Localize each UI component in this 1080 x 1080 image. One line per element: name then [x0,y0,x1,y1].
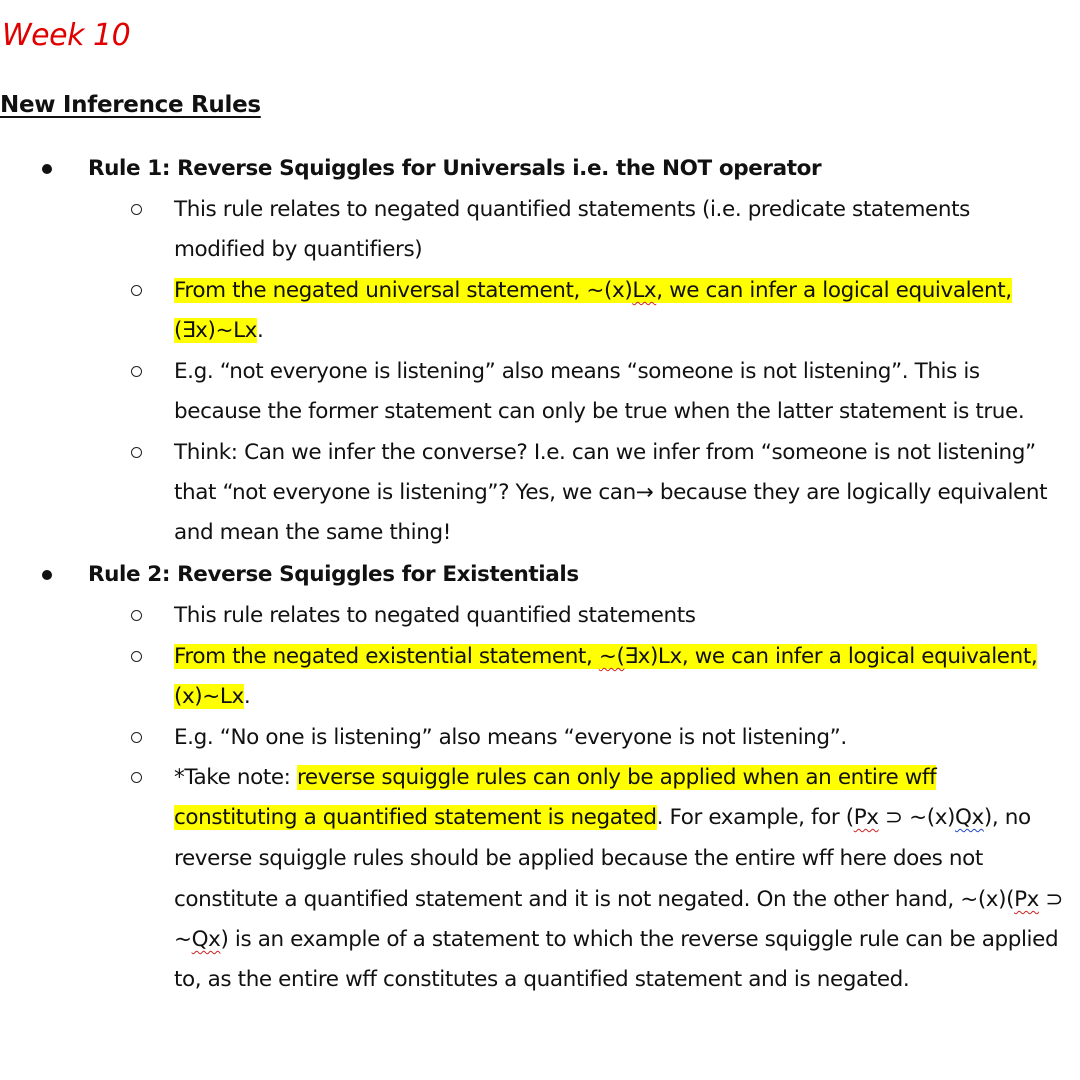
sub-bullet-circle [131,447,142,458]
highlighted-text: From the negated existential statement, ~(∃x)Lx, we can infer a logical equivalent, [174,644,1038,669]
rule-2-title: Rule 2: Reverse Squiggles for Existentials [88,562,579,587]
section-heading: New Inference Rules [0,92,261,118]
spellcheck-underline: Px [853,805,879,830]
text-line: E.g. “not everyone is listening” also means “someone is not listening”. This is [174,359,980,384]
text-line: *Take note: reverse squiggle rules can only be applied when an entire wff [174,765,937,790]
highlighted-text: reverse squiggle rules can only be applied when an entire wff [296,765,937,790]
text-line: constituting a quantified statement is negated. For example, for (Px ⊃ ~(x)Qx), no [174,805,1031,830]
text-line: that “not everyone is listening”? Yes, we can→ because they are logically equivalent [174,480,1048,505]
sub-bullet-circle [131,366,142,377]
sub-bullet-circle [131,285,142,296]
sub-bullet-circle [131,204,142,215]
text-line: ~Qx) is an example of a statement to which the reverse squiggle rule can be applied [174,927,1059,952]
text-line: to, as the entire wff constitutes a quantified statement and is negated. [174,967,910,992]
spellcheck-underline: Px [1014,887,1039,912]
highlighted-text: (∃x)~Lx [174,318,258,343]
spellcheck-underline: ~( [598,644,625,669]
text-line: This rule relates to negated quantified statements [174,603,696,628]
text-line: and mean the same thing! [174,520,451,545]
bullet-dot [42,570,52,580]
highlighted-text: constituting a quantified statement is negated [174,805,657,830]
grammar-underline: Qx [955,805,984,830]
text-line: (x)~Lx. [174,684,251,709]
sub-bullet-circle [131,651,142,662]
text-line: (∃x)~Lx. [174,318,264,343]
text-line: Think: Can we infer the converse? I.e. can we infer from “someone is not listening” [174,440,1036,465]
text-line [174,275,1012,307]
sub-bullet-circle [131,610,142,621]
sub-bullet-circle [131,732,142,743]
text-line: because the former statement can only be true when the latter statement is true. [174,399,1025,424]
highlighted-text: From the negated universal statement, ~(x)Lx, we can infer a logical equivalent, [174,278,1012,303]
text-line: modified by quantifiers) [174,237,423,262]
text-line: constitute a quantified statement and it is not negated. On the other hand, ~(x)(Px ⊃ [174,887,1064,912]
text-line: E.g. “No one is listening” also means “everyone is not listening”. [174,725,847,750]
bullet-dot [42,164,52,174]
text-line: This rule relates to negated quantified statements (i.e. predicate statements [174,197,970,222]
text-line: reverse squiggle rules should be applied because the entire wff here does not [174,846,983,871]
text-line [174,641,1037,673]
spellcheck-underline: Lx [632,278,657,303]
rule-1-title: Rule 1: Reverse Squiggles for Universals i.e. the NOT operator [88,156,822,181]
highlighted-text: (x)~Lx [174,684,244,709]
sub-bullet-circle [131,772,142,783]
spellcheck-underline: Qx [191,927,221,952]
week-title: Week 10 [2,18,131,53]
